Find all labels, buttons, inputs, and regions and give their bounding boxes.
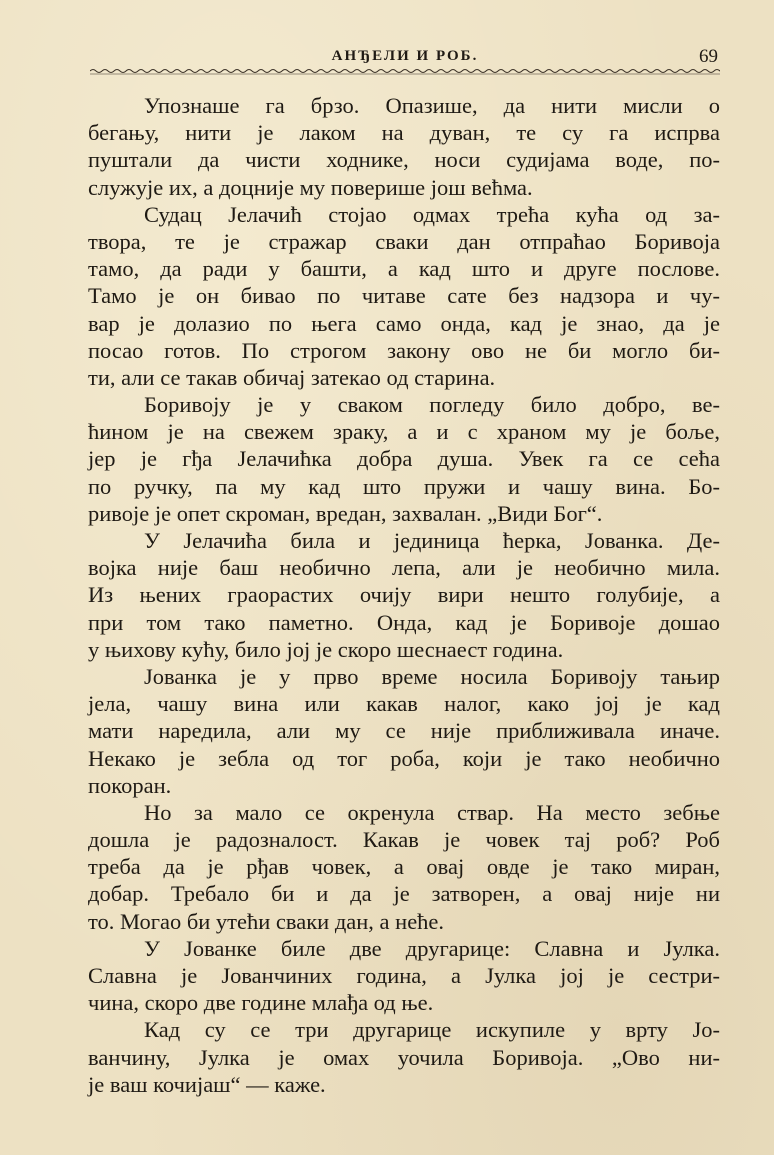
- running-title: АНЂЕЛИ И РОБ.: [331, 48, 479, 64]
- text-line: чина, скоро две године млађа од ње.: [88, 990, 434, 1016]
- paragraph: [88, 663, 720, 799]
- text-line: вар је долазио по њега само онда, кад је знао, да је: [88, 310, 720, 336]
- paragraph: [88, 92, 720, 201]
- text-line: Из њених граорастих очију вири нешто голубије, а: [88, 582, 720, 608]
- text-line: ти, али се такав обичај затекао од старина.: [88, 364, 496, 390]
- text-line: бегању, нити је лаком на дуван, те су га испрва: [88, 120, 720, 146]
- paragraph: [88, 1016, 720, 1098]
- text-line: тамо, да ради у башти, а кад што и друге послове.: [88, 256, 720, 282]
- paragraph: [88, 799, 720, 935]
- text-line: ванчину, Јулка је омах уочила Боривоја. „Ово ни-: [88, 1044, 720, 1070]
- text-line: ривоје је опет скроман, вредан, захвалан. „Види Бог“.: [88, 500, 603, 526]
- text-line: Јованка је у прво време носила Боривоју тањир: [144, 663, 720, 689]
- text-line: по ручку, па му кад што пружи и чашу вина. Бо-: [88, 473, 720, 499]
- text-line: Некако је зебла од тог роба, који је тако необично: [88, 745, 720, 771]
- text-line: Боривоју је у сваком погледу било добро, ве-: [144, 392, 720, 418]
- text-line: јела, чашу вина или какав налог, како јој је кад: [88, 691, 720, 717]
- page-number: 69: [699, 46, 718, 67]
- text-line: ћином је на свежем зраку, а и с храном му је боље,: [88, 419, 720, 445]
- text-line: у њихову кућу, било јој је скоро шеснаест година.: [88, 636, 564, 662]
- text-line: добар. Требало би и да је затворен, а овај није ни: [88, 881, 720, 907]
- header-wavy-rule: [90, 68, 720, 76]
- body-text: [88, 92, 720, 1098]
- text-line: Но за мало се окренула ствар. На место зебње: [144, 799, 720, 825]
- text-line: Упознаше га брзо. Опазише, да нити мисли о: [144, 93, 720, 118]
- text-line: покоран.: [88, 772, 172, 798]
- text-line: војка није баш необично лепа, али је необично мила.: [88, 555, 720, 581]
- text-line: служује их, а доцније му поверише још већма.: [88, 174, 533, 200]
- text-line: јер је гђа Јелачићка добра душа. Увек га се сећа: [88, 446, 720, 472]
- text-line: треба да је рђав човек, а овај овде је тако миран,: [88, 854, 720, 880]
- text-line: Тамо је он бивао по читаве сате без надзора и чу-: [88, 283, 720, 309]
- text-line: Судац Јелачић стојао одмах трећа кућа од за-: [144, 201, 720, 227]
- paragraph: [88, 527, 720, 663]
- text-line: посао готов. По строгом закону ово не би могло би-: [88, 337, 720, 363]
- text-line: то. Могао би утећи сваки дан, а неће.: [88, 908, 445, 934]
- paragraph: [88, 201, 720, 391]
- text-line: У Јованке биле две другарице: Славна и Јулка.: [144, 935, 720, 961]
- text-line: твора, те је стражар сваки дан отпраћао Боривоја: [88, 228, 720, 254]
- paragraph: [88, 391, 720, 527]
- text-line: мати наредила, али му се није приближивала иначе.: [88, 718, 720, 744]
- text-line: пуштали да чисти ходнике, носи судијама воде, по-: [88, 147, 720, 173]
- text-line: Кад су се три другарице искупиле у врту Јо-: [144, 1017, 720, 1043]
- text-line: У Јелачића била и јединица ћерка, Јованка. Де-: [144, 528, 720, 553]
- text-line: је ваш кочијаш“ — каже.: [88, 1071, 326, 1097]
- text-line: Славна је Јованчиних година, а Јулка јој је сестри-: [88, 963, 720, 988]
- paragraph: [88, 935, 720, 1017]
- text-line: дошла је радозналост. Какав је човек тај роб? Роб: [88, 827, 720, 853]
- text-line: при том тако паметно. Онда, кад је Боривоје дошао: [88, 609, 720, 635]
